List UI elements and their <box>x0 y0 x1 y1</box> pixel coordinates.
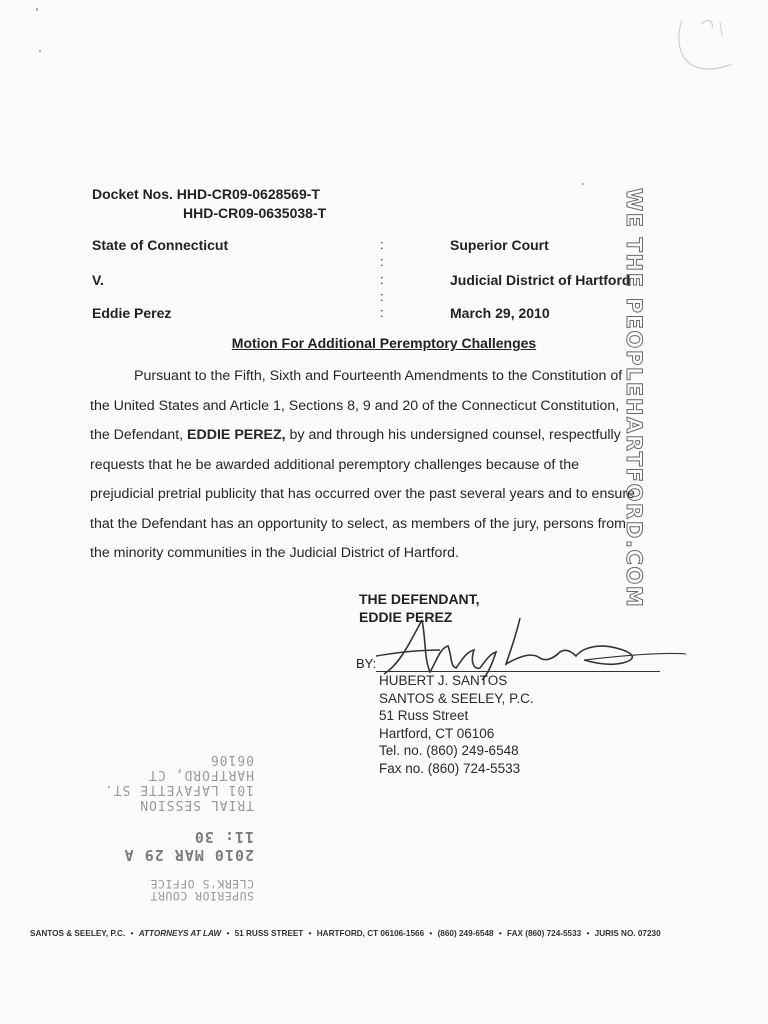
motion-body <box>90 362 670 569</box>
caption-colon: : <box>380 305 384 320</box>
body-line: prejudicial pretrial publicity that has occurred over the past several years and to ensure <box>90 486 635 502</box>
footer-firm: SANTOS & SEELEY, P.C. <box>30 929 126 938</box>
caption-colon: : <box>380 289 384 304</box>
footer-bullet: • <box>498 929 502 938</box>
footer-tag: ATTORNEYS AT LAW <box>138 929 222 938</box>
caption-party-defendant: Eddie Perez <box>92 305 172 321</box>
caption-versus: V. <box>92 272 104 288</box>
body-line: the minority communities in the Judicial District of Hartford. <box>90 545 459 561</box>
counsel-firm: SANTOS & SEELEY, P.C. <box>379 690 534 706</box>
caption-district: Judicial District of Hartford <box>450 272 631 288</box>
docket-line-1: Docket Nos. HHD-CR09-0628569-T <box>92 186 320 202</box>
stamp-line: TRIAL SESSION <box>139 797 254 812</box>
body-line: Pursuant to the Fifth, Sixth and Fourteenth Amendments to the Constitution of <box>134 368 623 384</box>
body-line: requests that he be awarded additional peremptory challenges because of the <box>90 456 580 473</box>
footer-bullet: • <box>130 929 134 938</box>
by-label: BY: <box>356 656 377 671</box>
signature-name-line: EDDIE PEREZ <box>359 609 453 625</box>
footer-fax: FAX (860) 724-5533 <box>507 929 582 938</box>
counsel-address-block <box>379 672 534 777</box>
body-line: that the Defendant has an opportunity to select, as members of the jury, persons from <box>90 515 626 532</box>
counsel-fax: Fax no. (860) 724-5533 <box>379 760 521 776</box>
stamp-line: CLERK'S OFFICE <box>150 877 254 891</box>
stamp-line: HARTFORD, CT 06106 <box>148 752 254 782</box>
counsel-tel: Tel. no. (860) 249-6548 <box>379 743 519 758</box>
footer-city: HARTFORD, CT 06106-1566 <box>316 929 425 938</box>
footer-street: 51 RUSS STREET <box>234 929 304 938</box>
scan-speck <box>36 8 38 11</box>
footer-bullet: • <box>308 929 312 938</box>
caption-colon: : <box>380 254 384 269</box>
footer-bullet: • <box>226 929 230 938</box>
stamp-line: 101 LAFAYETTE ST. <box>103 782 254 797</box>
stamp-date: 2010 MAR 29 A 11: 30 <box>123 828 254 864</box>
caption-date: March 29, 2010 <box>450 305 550 321</box>
footer-bullet: • <box>586 929 590 938</box>
body-line: the United States and Article 1, Sections 8, 9 and 20 of the Connecticut Constitution, <box>90 397 620 414</box>
footer-letterhead <box>30 929 661 938</box>
stamp-line: SUPERIOR COURT <box>150 889 254 903</box>
counsel-street: 51 Russ Street <box>379 708 469 723</box>
scan-speck <box>582 183 584 185</box>
caption-colon: : <box>380 237 384 252</box>
caption-court: Superior Court <box>450 237 549 253</box>
scan-speck <box>39 50 41 52</box>
footer-bullet: • <box>429 929 433 938</box>
footer-phone: (860) 249-6548 <box>437 929 494 938</box>
body-line: the Defendant, EDDIE PEREZ, by and through his undersigned counsel, respectfully <box>90 427 621 443</box>
motion-title: Motion For Additional Peremptory Challenges <box>231 335 537 351</box>
ink-mark-icon <box>672 8 742 78</box>
caption-colon: : <box>380 272 384 287</box>
clerk-received-stamp <box>96 752 254 902</box>
caption-party-state: State of Connecticut <box>92 237 229 253</box>
docket-numbers <box>92 185 326 223</box>
docket-line-2: HHD-CR09-0635038-T <box>183 205 327 221</box>
signature-party-line: THE DEFENDANT, <box>359 591 480 607</box>
watermark-text: WE THE PEOPLEHARTFORD.COM <box>622 188 646 609</box>
counsel-name: HUBERT J. SANTOS <box>379 673 508 688</box>
counsel-city: Hartford, CT 06106 <box>379 725 495 741</box>
footer-juris: JURIS NO. 07230 <box>594 929 661 938</box>
